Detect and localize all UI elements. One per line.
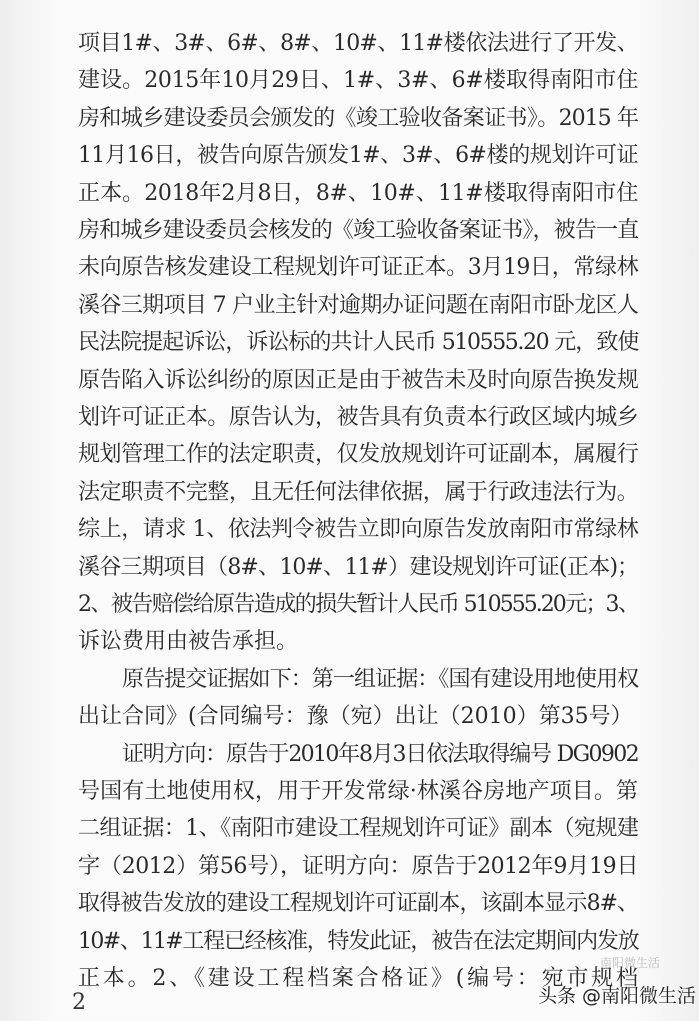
watermark: 头条 @南阳微生活 (538, 985, 697, 1007)
text-line: 证明方向：原告于2010年8月3日依法取得编号 DG0902 (122, 741, 638, 767)
text-line: 字（2012）第56号），证明方向：原告于2012年9月19日 (78, 853, 638, 879)
text-line: 房和城乡建设委员会核发的《竣工验收备案证书》，被告一直 (78, 218, 638, 243)
page-number: 2 (72, 990, 86, 1015)
text-line: 原告陷入诉讼纠纷的原因正是由于被告未及时向原告换发规 (78, 367, 638, 393)
text-line: 二组证据：1、《南阳市建设工程规划许可证》副本（宛规建 (78, 816, 638, 842)
text-line: 号国有土地使用权，用于开发常绿·林溪谷房地产项目。第 (78, 779, 638, 804)
text-line: 11月16日，被告向原告颁发1#、3#、6#楼的规划许可证 (78, 143, 638, 169)
text-line: 民法院提起诉讼，诉讼标的共计人民币 510555.20 元，致使 (78, 330, 638, 356)
text-line: 10#、11#工程已经核准，特发此证，被告在法定期间内发放 (78, 928, 638, 954)
text-line: 2、被告赔偿给原告造成的损失暂计人民币 510555.20元；3、 (78, 592, 638, 617)
text-line: 诉讼费用由被告承担。 (78, 629, 299, 655)
watermark-faint: 南阳微生活 (600, 956, 661, 970)
text-line: 建设。2015年10月29日、1#、3#、6#楼取得南阳市住 (78, 68, 638, 94)
text-line: 出让合同》(合同编号：豫（宛）出让（2010）第35号） (78, 704, 633, 730)
text-line: 划许可证正本。原告认为，被告具有负责本行政区域内城乡 (78, 405, 638, 430)
text-line: 原告提交证据如下：第一组证据：《国有建设用地使用权 (122, 666, 638, 692)
text-line: 法定职责不完整，且无任何法律依据，属于行政违法行为。 (78, 479, 638, 505)
text-line: 规划管理工作的法定职责，仅发放规划许可证副本，属履行 (78, 442, 638, 468)
text-line: 项目1#、3#、6#、8#、10#、11#楼依法进行了开发、 (78, 31, 638, 56)
text-line: 溪谷三期项目 7 户业主针对逾期办证问题在南阳市卧龙区人 (78, 292, 638, 318)
text-line: 未向原告核发建设工程规划许可证正本。3月19日，常绿林 (78, 255, 638, 281)
text-line: 正本。2、《建设工程档案合格证》(编号：宛市规档 (78, 966, 638, 991)
text-line: 综上，请求 1、依法判令被告立即向原告发放南阳市常绿林 (78, 517, 638, 543)
text-line: 溪谷三期项目（8#、10#、11#）建设规划许可证(正本)； (78, 554, 638, 580)
text-line: 房和城乡建设委员会颁发的《竣工验收备案证书》。2015 年 (78, 105, 638, 131)
text-line: 正本。2018年2月8日，8#、10#、11#楼取得南阳市住 (78, 180, 638, 206)
text-line: 取得被告发放的建设工程规划许可证副本，该副本显示8#、 (78, 891, 638, 917)
